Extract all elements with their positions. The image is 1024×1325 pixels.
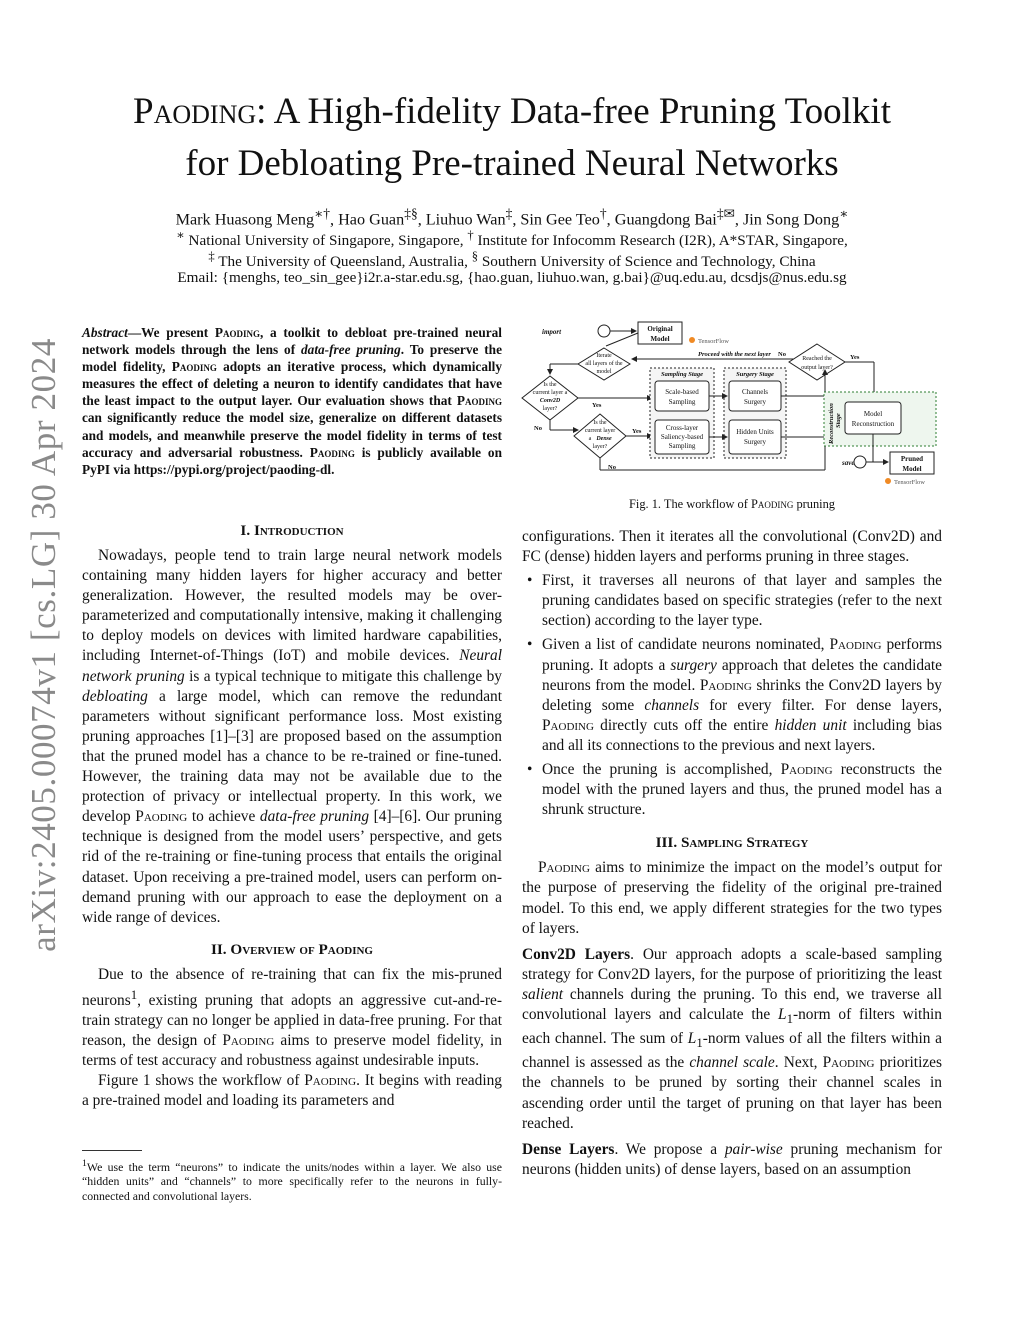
- conv-question-label: Conv2D: [539, 398, 561, 404]
- abstract-text: is publicly available on PyPI via https://pypi.org/project/paoding-dl.: [82, 444, 502, 477]
- body-text: aims to minimize the impact on the model’s output for the purpose of preserving the fidelity of the original pre-trained model. To this end, we apply different strategies for the two types of layers.: [522, 859, 942, 937]
- section-number: III.: [655, 834, 681, 852]
- body-text: . We propose a: [614, 1140, 725, 1158]
- overview-paragraph-2: [82, 1071, 502, 1111]
- body-text: pruning mechanism for neurons (hidden units) of dense layers, based on an assumption: [522, 1140, 942, 1178]
- tensorflow-label: TensorFlow: [698, 338, 729, 345]
- abstract-text: . To preserve the model fidelity,: [82, 342, 502, 375]
- dense-question-label: Is the: [593, 420, 607, 426]
- body-text: for every filter. For dense layers,: [699, 696, 942, 714]
- emphasis-text: debloating: [82, 687, 148, 705]
- abstract-text: , a toolkit to debloat pre-trained neural network models through the lens of: [82, 325, 502, 358]
- body-text: -norm values of all the filters within a channel is assessed as the: [522, 1030, 942, 1072]
- body-text: shrinks the Conv2D layers by deleting some: [542, 676, 942, 714]
- body-text: First, it traverses all neurons of that layer and samples the pruning candidates based on specific strategies (refer to the next section) according to the layer type.: [542, 572, 942, 630]
- toolkit-name: Paoding: [214, 325, 260, 340]
- author-mark: ∗†: [314, 206, 331, 221]
- paragraph-heading: Dense Layers: [522, 1140, 615, 1158]
- dense-paragraph: [522, 1140, 942, 1180]
- channels-surgery-box: [729, 381, 781, 411]
- saliency-sampling-label: Saliency-based: [660, 433, 704, 441]
- iterate-label: Iterate: [596, 353, 612, 359]
- author-mark: ‡: [505, 206, 513, 221]
- saliency-sampling-label: Sampling: [668, 442, 696, 450]
- channels-surgery-label: Surgery: [743, 398, 767, 406]
- footnote-rule: [82, 1150, 142, 1151]
- toolkit-name: Paoding: [542, 716, 594, 734]
- conv2d-paragraph: [522, 945, 942, 1134]
- abstract-text: can significantly reduce the model size, generalize on different datasets and models, and meanwhile preserve the model fidelity in terms of test accuracy and adversarial robustness.: [82, 410, 502, 460]
- stage-list-item: [522, 571, 942, 631]
- surgery-stage-label: Surgery Stage: [736, 371, 774, 378]
- sampling-paragraph: [522, 858, 942, 938]
- body-text: Given a list of candidate neurons nominated,: [542, 636, 830, 654]
- stage-list: [522, 571, 942, 820]
- toolkit-name: Paoding: [822, 1054, 875, 1072]
- hidden-units-label: Surgery: [743, 438, 767, 446]
- reached-label: Reached the: [802, 356, 832, 362]
- tensorflow-icon: [885, 478, 891, 484]
- section-number: I.: [240, 522, 254, 539]
- no-label: No: [608, 464, 616, 471]
- pruned-model-label: Pruned: [900, 455, 924, 463]
- conv-question-label: layer?: [542, 406, 558, 412]
- body-text: aims to preserve model fidelity, in terms of test accuracy and robustness against undesirable inputs.: [82, 1032, 502, 1070]
- title-line1-rest: : A High-fidelity Data-free Pruning Toolkit: [256, 91, 891, 132]
- import-label: import: [542, 328, 562, 336]
- save-label: save: [842, 459, 855, 467]
- intro-paragraph: [82, 546, 502, 928]
- iterate-label: all layers of the: [585, 361, 623, 367]
- author-mark: ∗: [839, 206, 849, 221]
- section-title: Sampling Strategy: [680, 834, 809, 852]
- right-column: [522, 527, 942, 1180]
- abstract-text: We present: [141, 325, 215, 340]
- affil-text: Southern University of Science and Technology, China: [478, 253, 816, 271]
- section-heading-overview: [82, 939, 502, 961]
- dense-question-label: current layer: [584, 428, 616, 434]
- body-text: -norm of filters within each channel. The sum of: [522, 1005, 942, 1048]
- author-mark: †: [599, 206, 607, 221]
- overview-continuation: configurations. Then it iterates all the convolutional (Conv2D) and FC (dense) hidden layers and performs pruning in three stages.: [522, 528, 942, 566]
- tensorflow-icon: [689, 337, 695, 343]
- yes-label: Yes: [592, 402, 602, 409]
- toolkit-name: Paoding: [538, 859, 590, 877]
- footnote-text: We use the term “neurons” to indicate the units/nodes within a layer. We also use “hidden units” and “channels” to more specifically refer to the neurons in fully-connected and convolutional layers.: [82, 1159, 502, 1203]
- emphasis-text: Neural network pruning: [82, 647, 502, 685]
- body-text: channels during the pruning. To this end, we traverse all convolutional layers and calculate the: [522, 985, 942, 1023]
- footnote: [82, 1157, 502, 1203]
- abstract: [82, 324, 502, 478]
- overview-paragraph-1: [82, 965, 502, 1072]
- author-name: , Sin Gee Teo: [512, 210, 600, 229]
- body-text: to achieve: [187, 808, 260, 826]
- sampling-stage-label: Sampling Stage: [660, 371, 704, 378]
- body-text: Figure 1 shows the workflow of: [98, 1072, 305, 1090]
- workflow-figure: [520, 318, 944, 490]
- author-name: Mark Huasong Meng: [175, 210, 315, 229]
- body-text: performs pruning. It adopts a: [542, 636, 942, 674]
- math-symbol: L: [687, 1030, 697, 1048]
- pruned-model-label: Model: [902, 465, 922, 473]
- stage-list-item: [522, 635, 942, 756]
- body-text: . Our approach adopts a scale-based sampling strategy for Conv2D layers, for the purpose of prioritizing the least: [522, 945, 942, 983]
- affil-text: The University of Queensland, Australia,: [214, 253, 472, 271]
- author-name: , Liuhuo Wan: [417, 210, 506, 229]
- reached-label: output layer?: [801, 365, 833, 371]
- paper-title: [70, 86, 954, 190]
- toolkit-name: Paoding: [699, 676, 752, 694]
- emphasis-text: salient: [522, 985, 564, 1003]
- arxiv-stamp: [14, 338, 74, 952]
- arxiv-stamp-text: arXiv:2405.00074v1 [cs.LG] 30 Apr 2024: [24, 338, 63, 952]
- math-subscript: 1: [786, 1012, 793, 1027]
- toolkit-name: Paoding: [780, 761, 833, 779]
- abstract-label: Abstract: [82, 325, 128, 340]
- toolkit-name: Paoding: [829, 636, 882, 654]
- math-symbol: L: [778, 1005, 787, 1023]
- toolkit-name: Paoding: [222, 1032, 275, 1050]
- affil-text: Institute for Infocomm Research (I2R), A*STAR, Singapore,: [473, 232, 848, 250]
- caption-text: pruning: [793, 497, 835, 511]
- emphasis-text: channels: [644, 696, 700, 714]
- body-text: directly cuts off the entire: [593, 716, 775, 734]
- proceed-label: Proceed with the next layer: [698, 351, 771, 358]
- hidden-units-label: Hidden Units: [736, 428, 774, 436]
- affil-mark: §: [471, 249, 479, 263]
- author-name: , Guangdong Bai: [606, 210, 717, 229]
- reconstruction-stage-label: Stage: [835, 413, 842, 428]
- section-title: Overview of Paoding: [230, 940, 373, 958]
- saliency-sampling-label: Cross-layer: [665, 424, 699, 432]
- caption-text: Fig. 1. The workflow of: [629, 497, 751, 511]
- author-mark: ‡✉: [716, 206, 735, 221]
- toolkit-name: Paoding: [135, 808, 188, 826]
- import-icon: [598, 325, 610, 337]
- original-model-label: Model: [650, 335, 670, 343]
- reconstruction-label: Reconstruction: [851, 420, 895, 428]
- reached-output-diamond: [789, 344, 845, 380]
- footnote-number: 1: [82, 1158, 87, 1169]
- emphasis-text: hidden unit: [774, 716, 847, 734]
- author-mark: ‡§: [404, 206, 418, 221]
- conv-question-label: current layer a: [532, 390, 568, 396]
- body-text: [4]–[6]. Our pruning technique is designed from the model users’ perspective, and gets rid of the re-training or fine-tuning process that entails the original dataset. Upon receiving a pre-trained model, users can perform on-demand pruning with our approach to ease the deployment on a wide range of devices.: [82, 808, 502, 926]
- toolkit-name: Paoding: [309, 444, 355, 460]
- emphasis-text: data-free pruning: [259, 808, 370, 826]
- emphasis-text: channel scale: [689, 1054, 775, 1072]
- section-title: Introduction: [253, 522, 344, 539]
- toolkit-name: Paoding: [171, 359, 217, 375]
- section-heading-sampling: [522, 832, 942, 854]
- body-text: Nowadays, people tend to train large neural network models containing many hidden layers for higher accuracy and better generalization. However, the resulted models may be over-parameterized and computationally intensive, making it challenging to deploy models on devices with limited hardware capabilities, including Internet-of-Things (IoT) and mobile devices.: [82, 547, 502, 665]
- stage-list-item: [522, 760, 942, 820]
- emphasis-text: pair-wise: [724, 1140, 783, 1158]
- affil-mark: ∗: [176, 228, 185, 242]
- iterate-label: model: [596, 369, 612, 375]
- body-text: is a typical technique to mitigate this challenge by: [184, 667, 502, 685]
- body-text: , existing pruning that adopts an aggressive cut-and-re-train strategy can no longer be applied in data-free pruning. For that reason, the design of: [82, 992, 502, 1050]
- affil-mark: ‡: [208, 249, 215, 263]
- figure-caption: [520, 497, 944, 512]
- abstract-dash: —: [127, 325, 142, 340]
- conv-question-label: Is the: [543, 382, 557, 388]
- abstract-text: adopts an iterative process, which dynamically measures the effect of deleting a neuron to identify candidates that have the least impact to the output layer. Our evaluation shows that: [82, 359, 502, 409]
- dense-question-label: a: [588, 436, 592, 442]
- abstract-emphasis: data-free pruning: [301, 342, 401, 358]
- reconstruction-label: Model: [863, 410, 883, 418]
- section-heading-introduction: [82, 520, 502, 542]
- hidden-units-surgery-box: [729, 420, 781, 454]
- no-label: No: [534, 425, 542, 432]
- body-text: approach that deletes the candidate neurons from the model.: [542, 656, 943, 694]
- scale-sampling-label: Scale-based: [665, 388, 699, 396]
- toolkit-name: Paoding: [304, 1072, 357, 1090]
- scale-sampling-label: Sampling: [668, 398, 696, 406]
- dense-question-label: layer?: [592, 444, 608, 450]
- section-number: II.: [210, 940, 231, 958]
- math-subscript: 1: [696, 1036, 703, 1051]
- body-text: a large model, which can remove the redundant parameters without significant performance loss. Most existing pruning approaches [1]–[3] are proposed based on the assumption that the pruned model has a chance to be re-trained or fine-tuned. However, the training data may not be available due to the protection of privacy or intellectual property. In this work, we develop: [82, 687, 502, 826]
- body-text: Due to the absence of re-training that can fix the mis-pruned neurons: [82, 965, 502, 1009]
- yes-label: Yes: [632, 428, 642, 435]
- emphasis-text: surgery: [670, 656, 717, 674]
- channels-surgery-label: Channels: [741, 388, 769, 396]
- save-icon: [854, 456, 866, 468]
- body-text: reconstructs the model with the pruned layers and thus, the pruned model has a shrunk structure.: [542, 761, 943, 819]
- title-toolkit-name: Paoding: [133, 91, 257, 132]
- no-label: No: [778, 351, 786, 358]
- original-model-label: Original: [647, 325, 673, 333]
- toolkit-name: Paoding: [456, 393, 502, 409]
- body-text: . Next,: [774, 1054, 823, 1072]
- paragraph-heading: Conv2D Layers: [522, 945, 631, 963]
- scale-sampling-box: [655, 381, 709, 411]
- affil-text: National University of Singapore, Singapore,: [184, 232, 468, 250]
- model-reconstruction-box: [845, 402, 901, 434]
- body-text: . It begins with reading a pre-trained model and loading its parameters and: [82, 1072, 502, 1110]
- author-name: , Jin Song Dong: [734, 210, 840, 229]
- tensorflow-label: TensorFlow: [894, 479, 925, 486]
- reconstruction-stage-label: Reconstruction: [828, 403, 835, 444]
- author-name: , Hao Guan: [330, 210, 405, 229]
- toolkit-name: Paoding: [750, 497, 794, 511]
- affil-mark: †: [467, 228, 474, 242]
- footnote-marker: 1: [130, 987, 138, 1002]
- dense-question-label: Dense: [596, 436, 612, 442]
- body-text: Once the pruning is accomplished,: [542, 761, 781, 779]
- body-text: including bias and all its connections to the previous and next layers.: [542, 716, 943, 754]
- left-column: [82, 520, 502, 1112]
- email-line: Email: {menghs, teo_sin_gee}i2r.a-star.edu.sg, {hao.guan, liuhuo.wan, g.bai}@uq.edu.au, dcsdjs@nus.edu.sg: [177, 269, 847, 286]
- yes-label: Yes: [850, 354, 860, 361]
- title-line2: for Debloating Pre-trained Neural Networks: [185, 143, 839, 184]
- body-text: prioritizes the channels to be pruned by sorting their channel scales in ascending order until the target of pruning on that layer has been reached.: [522, 1054, 942, 1132]
